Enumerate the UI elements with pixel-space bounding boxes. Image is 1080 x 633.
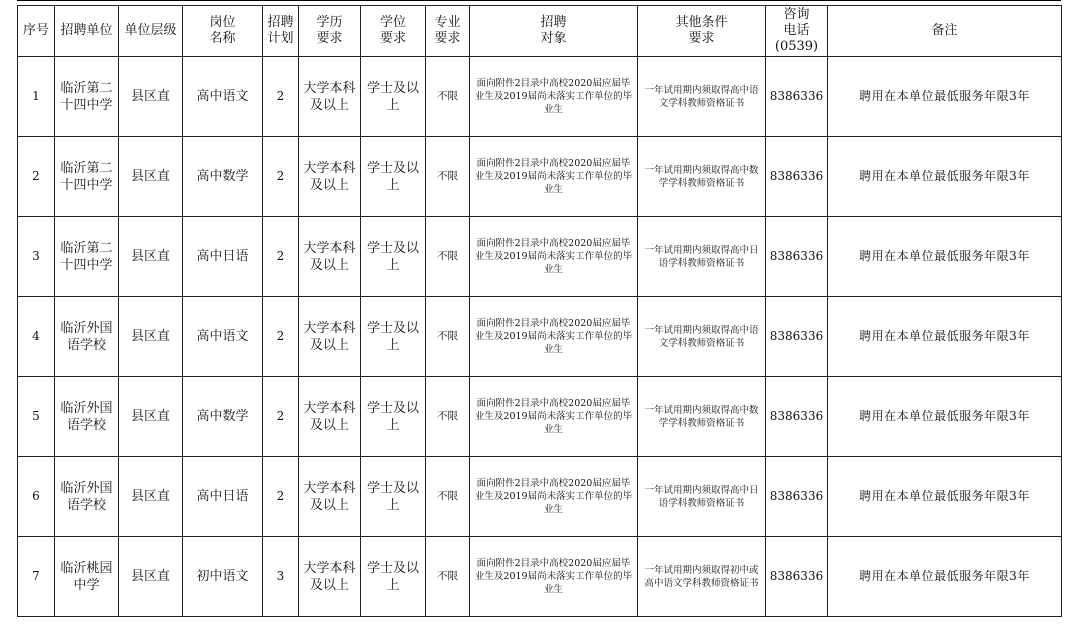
col-target-line2: 对象 <box>540 31 567 46</box>
cell-phone: 8386336 <box>766 377 828 457</box>
cell-other: 一年试用期内须取得高中数学学科教师资格证书 <box>638 137 766 217</box>
cell-other: 一年试用期内须取得高中语文学科教师资格证书 <box>638 57 766 137</box>
cell-remark: 聘用在本单位最低服务年限3年 <box>828 537 1062 617</box>
cell-edu: 大学本科及以上 <box>299 137 361 217</box>
table-row <box>18 217 1062 297</box>
cell-level: 县区直 <box>119 57 183 137</box>
cell-major: 不限 <box>426 57 470 137</box>
col-unit: 招聘单位 <box>55 6 119 57</box>
cell-target: 面向附件2目录中高校2020届应届毕业生及2019届尚未落实工作单位的毕业生 <box>470 457 638 537</box>
recruitment-table <box>17 5 1062 617</box>
cell-target: 面向附件2目录中高校2020届应届毕业生及2019届尚未落实工作单位的毕业生 <box>470 217 638 297</box>
col-remark: 备注 <box>828 6 1062 57</box>
cell-edu: 大学本科及以上 <box>299 217 361 297</box>
col-degree-line1: 学位 <box>379 15 406 30</box>
cell-plan: 2 <box>263 217 299 297</box>
cell-major: 不限 <box>426 297 470 377</box>
cell-post: 高中语文 <box>183 297 263 377</box>
col-major <box>426 6 470 57</box>
cell-post: 高中数学 <box>183 377 263 457</box>
cell-other: 一年试用期内须取得高中日语学科教师资格证书 <box>638 217 766 297</box>
col-post-line2: 名称 <box>209 31 236 46</box>
cell-phone: 8386336 <box>766 217 828 297</box>
col-plan-line1: 招聘 <box>267 15 294 30</box>
cell-level: 县区直 <box>119 537 183 617</box>
cell-seq: 2 <box>18 137 55 217</box>
col-seq: 序号 <box>18 6 55 57</box>
cell-unit: 临沂外国语学校 <box>55 297 119 377</box>
cell-major: 不限 <box>426 137 470 217</box>
cell-major: 不限 <box>426 537 470 617</box>
cell-post: 高中日语 <box>183 217 263 297</box>
cell-seq: 5 <box>18 377 55 457</box>
col-edu <box>299 6 361 57</box>
col-major-line1: 专业 <box>434 15 461 30</box>
col-plan-line2: 计划 <box>267 31 294 46</box>
cell-plan: 3 <box>263 537 299 617</box>
cell-edu: 大学本科及以上 <box>299 297 361 377</box>
cell-post: 高中日语 <box>183 457 263 537</box>
cell-target: 面向附件2目录中高校2020届应届毕业生及2019届尚未落实工作单位的毕业生 <box>470 377 638 457</box>
cell-edu: 大学本科及以上 <box>299 57 361 137</box>
cell-level: 县区直 <box>119 457 183 537</box>
cell-post: 高中数学 <box>183 137 263 217</box>
cell-seq: 7 <box>18 537 55 617</box>
col-other-line1: 其他条件 <box>675 15 728 30</box>
table-row <box>18 57 1062 137</box>
col-phone-line3: (0539) <box>774 39 819 54</box>
cell-plan: 2 <box>263 57 299 137</box>
cell-seq: 3 <box>18 217 55 297</box>
table-row <box>18 537 1062 617</box>
col-post-line1: 岗位 <box>209 15 236 30</box>
header-row <box>18 6 1062 57</box>
col-level: 单位层级 <box>119 6 183 57</box>
cell-remark: 聘用在本单位最低服务年限3年 <box>828 457 1062 537</box>
col-plan <box>263 6 299 57</box>
cell-other: 一年试用期内须取得初中或高中语文学科教师资格证书 <box>638 537 766 617</box>
cell-unit: 临沂桃园中学 <box>55 537 119 617</box>
col-major-line2: 要求 <box>434 31 461 46</box>
cell-degree: 学士及以上 <box>361 217 426 297</box>
col-edu-line2: 要求 <box>316 31 343 46</box>
cell-other: 一年试用期内须取得高中语文学科教师资格证书 <box>638 297 766 377</box>
cell-major: 不限 <box>426 217 470 297</box>
cell-degree: 学士及以上 <box>361 377 426 457</box>
cell-target: 面向附件2目录中高校2020届应届毕业生及2019届尚未落实工作单位的毕业生 <box>470 297 638 377</box>
table-row <box>18 377 1062 457</box>
cell-other: 一年试用期内须取得高中数学学科教师资格证书 <box>638 377 766 457</box>
cell-edu: 大学本科及以上 <box>299 377 361 457</box>
table-row <box>18 137 1062 217</box>
cell-major: 不限 <box>426 377 470 457</box>
cell-seq: 1 <box>18 57 55 137</box>
col-other <box>638 6 766 57</box>
cell-edu: 大学本科及以上 <box>299 537 361 617</box>
cell-phone: 8386336 <box>766 537 828 617</box>
col-target-line1: 招聘 <box>540 15 567 30</box>
cell-target: 面向附件2目录中高校2020届应届毕业生及2019届尚未落实工作单位的毕业生 <box>470 137 638 217</box>
table-body <box>18 57 1062 617</box>
cell-seq: 4 <box>18 297 55 377</box>
cell-major: 不限 <box>426 457 470 537</box>
col-post <box>183 6 263 57</box>
table-row <box>18 457 1062 537</box>
cell-other: 一年试用期内须取得高中日语学科教师资格证书 <box>638 457 766 537</box>
cell-target: 面向附件2目录中高校2020届应届毕业生及2019届尚未落实工作单位的毕业生 <box>470 537 638 617</box>
cell-degree: 学士及以上 <box>361 537 426 617</box>
cell-remark: 聘用在本单位最低服务年限3年 <box>828 377 1062 457</box>
col-phone-line2: 电话 <box>783 23 810 38</box>
cell-phone: 8386336 <box>766 297 828 377</box>
cell-edu: 大学本科及以上 <box>299 457 361 537</box>
cell-level: 县区直 <box>119 217 183 297</box>
cell-degree: 学士及以上 <box>361 297 426 377</box>
cell-unit: 临沂外国语学校 <box>55 457 119 537</box>
cell-unit: 临沂第二十四中学 <box>55 217 119 297</box>
cell-degree: 学士及以上 <box>361 457 426 537</box>
col-phone-line1: 咨询 <box>783 7 810 22</box>
cell-level: 县区直 <box>119 297 183 377</box>
col-phone <box>766 6 828 57</box>
cell-level: 县区直 <box>119 377 183 457</box>
cell-remark: 聘用在本单位最低服务年限3年 <box>828 137 1062 217</box>
cell-phone: 8386336 <box>766 137 828 217</box>
cell-degree: 学士及以上 <box>361 137 426 217</box>
cell-level: 县区直 <box>119 137 183 217</box>
cell-post: 初中语文 <box>183 537 263 617</box>
cell-remark: 聘用在本单位最低服务年限3年 <box>828 57 1062 137</box>
cell-unit: 临沂外国语学校 <box>55 377 119 457</box>
cell-seq: 6 <box>18 457 55 537</box>
cell-plan: 2 <box>263 137 299 217</box>
col-edu-line1: 学历 <box>316 15 343 30</box>
cell-plan: 2 <box>263 457 299 537</box>
table-row <box>18 297 1062 377</box>
cell-plan: 2 <box>263 377 299 457</box>
col-other-line2: 要求 <box>688 31 715 46</box>
cell-post: 高中语文 <box>183 57 263 137</box>
cell-unit: 临沂第二十四中学 <box>55 137 119 217</box>
top-rule <box>17 0 1061 4</box>
cell-remark: 聘用在本单位最低服务年限3年 <box>828 217 1062 297</box>
cell-target: 面向附件2目录中高校2020届应届毕业生及2019届尚未落实工作单位的毕业生 <box>470 57 638 137</box>
col-target <box>470 6 638 57</box>
cell-remark: 聘用在本单位最低服务年限3年 <box>828 297 1062 377</box>
cell-plan: 2 <box>263 297 299 377</box>
cell-phone: 8386336 <box>766 57 828 137</box>
cell-unit: 临沂第二十四中学 <box>55 57 119 137</box>
cell-degree: 学士及以上 <box>361 57 426 137</box>
cell-phone: 8386336 <box>766 457 828 537</box>
col-degree-line2: 要求 <box>379 31 406 46</box>
col-degree <box>361 6 426 57</box>
